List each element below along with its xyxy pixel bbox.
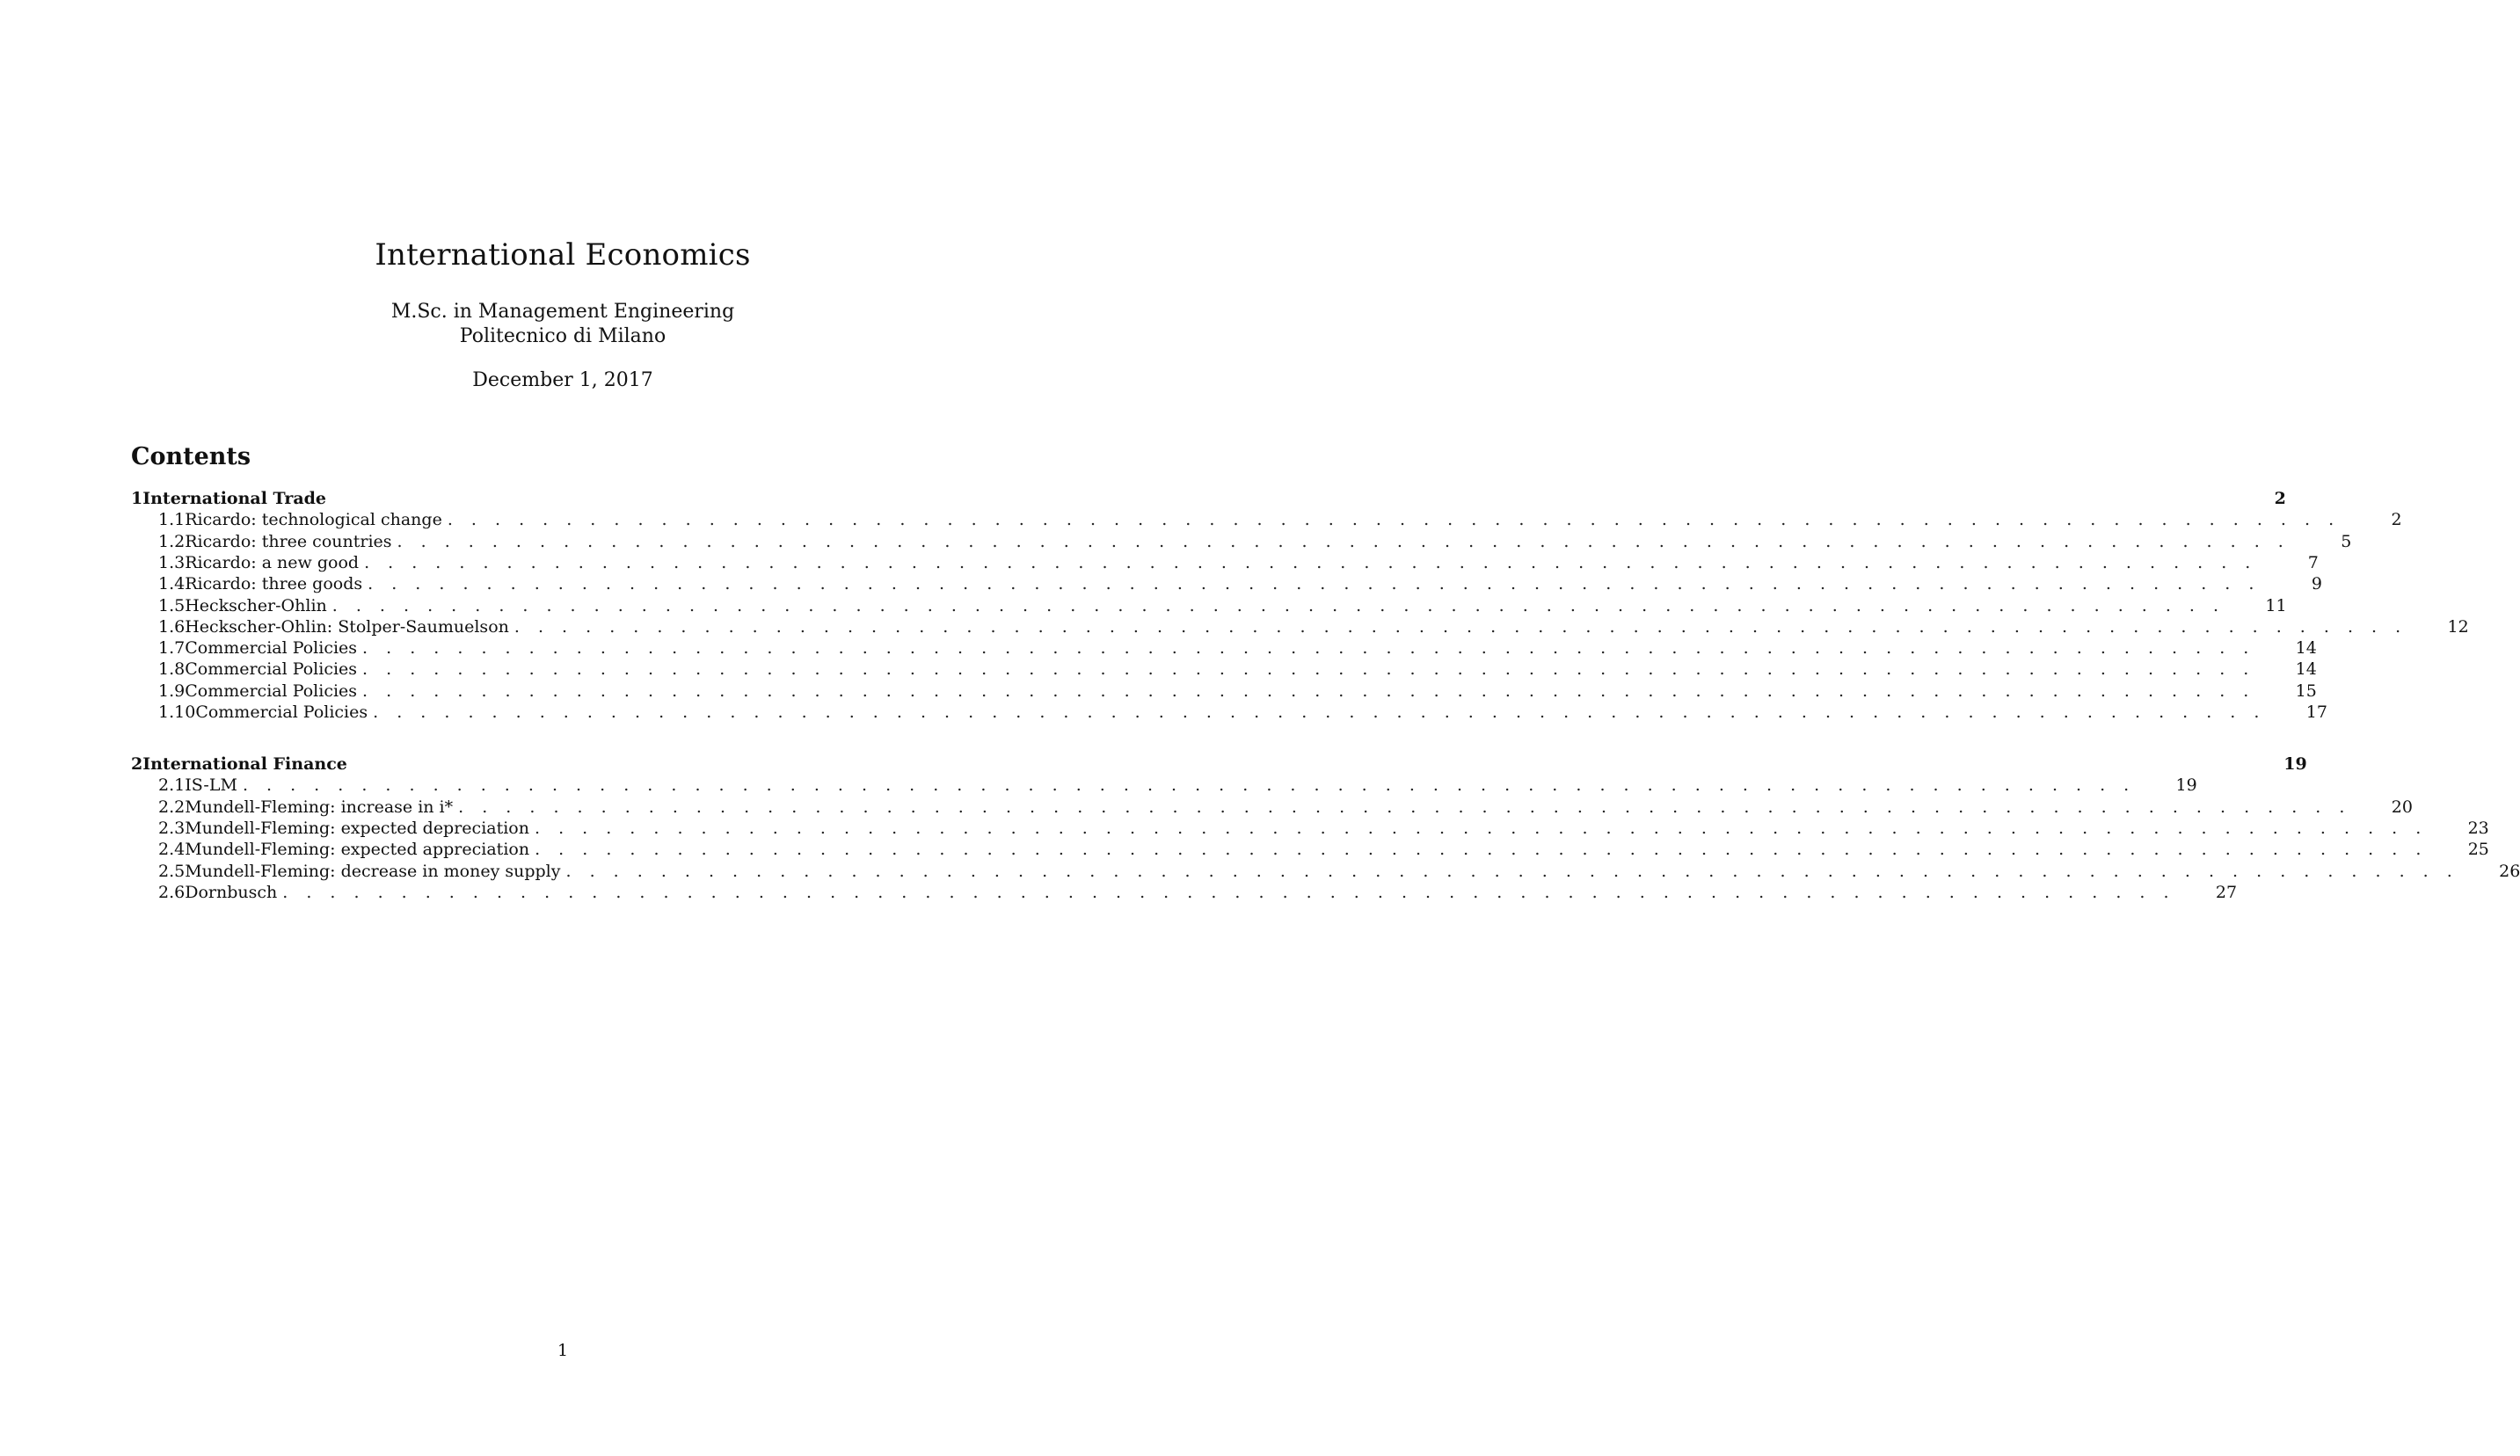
- toc-section-title: Commercial Policies: [195, 701, 373, 724]
- toc-section-number: 1.8: [158, 659, 186, 680]
- toc-section-entry[interactable]: [131, 881, 2238, 904]
- toc-section-page: 20: [2391, 797, 2413, 817]
- toc-section-title: Ricardo: a new good: [185, 551, 364, 574]
- toc-section-number: 1.3: [158, 552, 186, 572]
- toc-chapter-entry[interactable]: [131, 753, 2307, 775]
- toc-section-entry[interactable]: [131, 572, 2322, 595]
- toc-section-entry[interactable]: [131, 508, 2402, 531]
- toc-dot-leader: . . . . . . . . . . . . . . . . . . . . . . . . . . . . . . . . . . . . . . . . . . . . . . . . . . . . . . . . . . . . . . . . . . . . . . . . . . . . . . . .: [535, 840, 2428, 860]
- toc-dot-leader: . . . . . . . . . . . . . . . . . . . . . . . . . . . . . . . . . . . . . . . . . . . . . . . . . . . . . . . . . . . . . . . . . . . . . . . . . . . . . . . .: [362, 681, 2255, 701]
- toc-dot-leader: . . . . . . . . . . . . . . . . . . . . . . . . . . . . . . . . . . . . . . . . . . . . . . . . . . . . . . . . . . . . . . . . . . . . . . . . . . . . . . . .: [397, 531, 2291, 551]
- toc-section-number: 1.2: [158, 531, 186, 551]
- author-line-institution: Politecnico di Milano: [459, 325, 666, 347]
- toc-dot-leader: . . . . . . . . . . . . . . . . . . . . . . . . . . . . . . . . . . . . . . . . . . . . . . . . . . . . . . . . . . . . . . . . . . . . . . . . . . . . . . . .: [513, 616, 2407, 637]
- toc-dot-leader: . . . . . . . . . . . . . . . . . . . . . . . . . . . . . . . . . . . . . . . . . . . . . . . . . . . . . . . . . . . . . . . . . . . . . . . . . . . . . . . .: [534, 818, 2428, 838]
- toc-section-number: 1.6: [158, 616, 186, 637]
- toc-section-number: 1.7: [158, 638, 186, 659]
- toc-chapter-page: 2: [2274, 489, 2286, 508]
- toc-section-page: 7: [2307, 552, 2319, 572]
- toc-section-title: Commercial Policies: [185, 680, 362, 703]
- toc-section-page: 12: [2447, 616, 2469, 637]
- toc-dot-leader: . . . . . . . . . . . . . . . . . . . . . . . . . . . . . . . . . . . . . . . . . . . . . . . . . . . . . . . . . . . . . . . . . . . . . . . . . . . . . . . .: [362, 659, 2255, 680]
- toc-chapter-number: 1: [131, 489, 143, 508]
- toc-section-page: 17: [2305, 703, 2327, 722]
- toc-chapter-title: International Finance: [142, 753, 353, 775]
- toc-section-number: 1.4: [158, 574, 186, 594]
- toc-section-entry[interactable]: [131, 530, 2352, 553]
- toc-section-title: Commercial Policies: [185, 658, 362, 681]
- toc-section-entry[interactable]: [131, 860, 2520, 883]
- toc-section-title: Ricardo: three goods: [185, 572, 368, 595]
- toc-chapter-title: International Trade: [142, 487, 331, 510]
- toc-section-number: 2.6: [158, 882, 186, 902]
- toc-chapter-entry[interactable]: [131, 487, 2286, 510]
- toc-section-page: 14: [2295, 638, 2317, 659]
- toc-section-entry[interactable]: [131, 796, 2413, 819]
- toc-section-number: 1.9: [158, 681, 186, 701]
- toc-section-page: 11: [2265, 595, 2287, 615]
- toc-dot-leader: . . . . . . . . . . . . . . . . . . . . . . . . . . . . . . . . . . . . . . . . . . . . . . . . . . . . . . . . . . . . . . . . . . . . . . . . . . . . . . . .: [565, 861, 2459, 881]
- toc-section-page: 2: [2391, 510, 2402, 530]
- toc-section-page: 25: [2467, 840, 2489, 860]
- toc-section-number: 1.1: [158, 510, 186, 530]
- document-title: International Economics: [375, 237, 751, 273]
- toc-section-title: Heckscher-Ohlin: Stolper-Saumuelson: [185, 615, 514, 638]
- toc-section-number: 2.3: [158, 818, 186, 838]
- toc-section-page: 27: [2215, 882, 2238, 902]
- toc-section-entry[interactable]: [131, 637, 2317, 659]
- toc-dot-leader: . . . . . . . . . . . . . . . . . . . . . . . . . . . . . . . . . . . . . . . . . . . . . . . . . . . . . . . . . . . . . . . . . . . . . . . . . . . . . . . .: [373, 703, 2266, 722]
- toc-section-title: Commercial Policies: [185, 637, 362, 659]
- toc-section-number: 2.2: [158, 797, 186, 817]
- toc-dot-leader: . . . . . . . . . . . . . . . . . . . . . . . . . . . . . . . . . . . . . . . . . . . . . . . . . . . . . . . . . . . . . . . . . . . . . . . . . . . . . . . .: [364, 552, 2257, 572]
- toc-dot-leader: . . . . . . . . . . . . . . . . . . . . . . . . . . . . . . . . . . . . . . . . . . . . . . . . . . . . . . . . . . . . . . . . . . . . . . . . . . . . . . . .: [362, 638, 2255, 659]
- toc-section-entry[interactable]: [131, 615, 2469, 638]
- toc-dot-leader: . . . . . . . . . . . . . . . . . . . . . . . . . . . . . . . . . . . . . . . . . . . . . . . . . . . . . . . . . . . . . . . . . . . . . . . . . . . . . . . .: [282, 882, 2176, 902]
- toc-dot-leader: . . . . . . . . . . . . . . . . . . . . . . . . . . . . . . . . . . . . . . . . . . . . . . . . . . . . . . . . . . . . . . . . . . . . . . . . . . . . . . . .: [331, 595, 2225, 615]
- toc-dot-leader: . . . . . . . . . . . . . . . . . . . . . . . . . . . . . . . . . . . . . . . . . . . . . . . . . . . . . . . . . . . . . . . . . . . . . . . . . . . . . . . .: [447, 510, 2341, 530]
- author-line-program: M.Sc. in Management Engineering: [390, 301, 735, 323]
- toc-section-number: 2.5: [158, 861, 186, 881]
- toc-section-entry[interactable]: [131, 594, 2287, 617]
- toc-section-title: Ricardo: three countries: [185, 530, 397, 553]
- toc-section-number: 2.1: [158, 775, 186, 796]
- toc-section-title: IS-LM: [185, 774, 243, 797]
- toc-section-entry[interactable]: [131, 817, 2489, 840]
- toc-section-number: 1.5: [158, 595, 186, 615]
- toc-chapter-number: 2: [131, 754, 143, 774]
- toc-chapter-page: 19: [2283, 754, 2307, 774]
- footer-page-number: 1: [557, 1341, 569, 1360]
- toc-section-page: 19: [2175, 775, 2197, 796]
- document-date: December 1, 2017: [472, 369, 653, 391]
- toc-section-entry[interactable]: [131, 701, 2327, 724]
- toc-section-number: 1.10: [158, 703, 196, 722]
- toc-section-page: 26: [2499, 861, 2520, 881]
- toc-section-entry[interactable]: [131, 680, 2317, 703]
- toc-dot-leader: . . . . . . . . . . . . . . . . . . . . . . . . . . . . . . . . . . . . . . . . . . . . . . . . . . . . . . . . . . . . . . . . . . . . . . . . . . . . . . . .: [458, 797, 2351, 817]
- toc-section-page: 14: [2295, 659, 2317, 680]
- toc-section-entry[interactable]: [131, 838, 2489, 861]
- toc-section-page: 15: [2295, 681, 2317, 701]
- toc-section-title: Mundell-Fleming: decrease in money supply: [185, 860, 565, 883]
- toc-section-number: 2.4: [158, 840, 186, 860]
- toc-section-page: 5: [2341, 531, 2352, 551]
- toc-section-page: 9: [2311, 574, 2322, 594]
- toc-section-entry[interactable]: [131, 658, 2317, 681]
- toc-section-title: Ricardo: technological change: [185, 508, 448, 531]
- toc-section-entry[interactable]: [131, 551, 2319, 574]
- toc-section-title: Dornbusch: [185, 881, 282, 904]
- toc-section-title: Mundell-Fleming: expected depreciation: [185, 817, 535, 840]
- toc-heading: Contents: [131, 443, 251, 470]
- toc-section-title: Heckscher-Ohlin: [185, 594, 332, 617]
- toc-section-title: Mundell-Fleming: increase in i*: [185, 796, 458, 819]
- toc-dot-leader: . . . . . . . . . . . . . . . . . . . . . . . . . . . . . . . . . . . . . . . . . . . . . . . . . . . . . . . . . . . . . . . . . . . . . . . . . . . . . . . .: [242, 775, 2136, 796]
- toc-section-entry[interactable]: [131, 774, 2197, 797]
- toc-section-page: 23: [2467, 818, 2489, 838]
- toc-dot-leader: . . . . . . . . . . . . . . . . . . . . . . . . . . . . . . . . . . . . . . . . . . . . . . . . . . . . . . . . . . . . . . . . . . . . . . . . . . . . . . . .: [368, 574, 2261, 594]
- toc-section-title: Mundell-Fleming: expected appreciation: [185, 838, 535, 861]
